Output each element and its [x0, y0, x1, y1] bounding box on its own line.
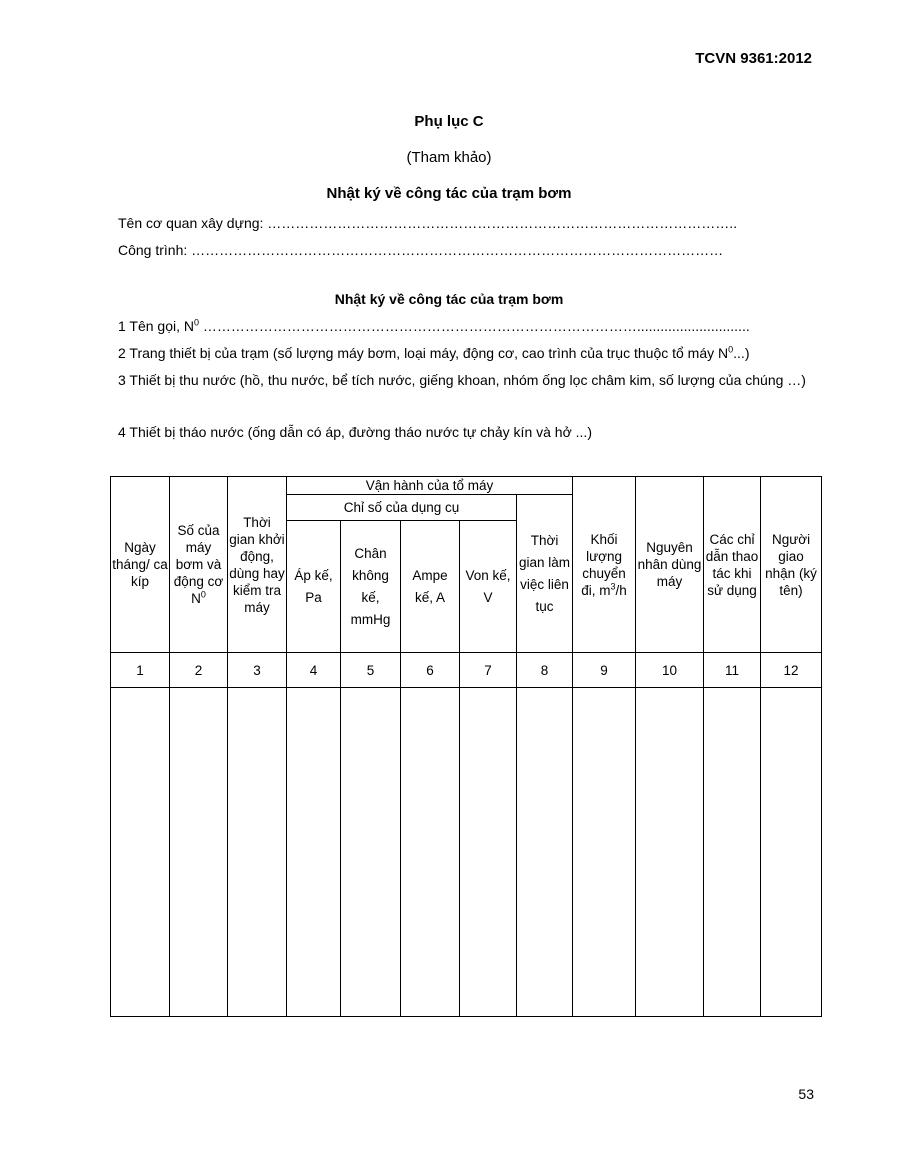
- col-pump-number: Số của máy bơm và động cơ $N^0$: [170, 477, 228, 653]
- empty-cell: [704, 688, 761, 1017]
- empty-cell: [401, 688, 460, 1017]
- col-voltmeter: Von kế, V: [460, 521, 517, 653]
- col-start-time: Thời gian khởi động, dùng hay kiểm tra máy: [228, 477, 287, 653]
- col-continuous-time: Thời gian làm việc liên tục: [517, 495, 573, 653]
- col-date-shift: Ngày tháng/ ca kíp: [111, 477, 170, 653]
- empty-cell: [460, 688, 517, 1017]
- col-number: 12: [761, 653, 822, 688]
- item-4: 4 Thiết bị tháo nước (ống dẫn có áp, đường tháo nước tự chảy kín và hở ...): [118, 424, 592, 440]
- project-line: Công trình: ……………………………………………………………………………………………………: [118, 242, 724, 258]
- item-1: 1 Tên gọi, $N^0$ ………………………………………………………………………………….............................: [118, 317, 750, 334]
- empty-cell: [228, 688, 287, 1017]
- col-volume: Khối lượng chuyển đi, $m^3/h$: [573, 477, 636, 653]
- empty-cell: [636, 688, 704, 1017]
- empty-cell: [111, 688, 170, 1017]
- col-number: 5: [341, 653, 401, 688]
- empty-cell: [517, 688, 573, 1017]
- col-number: 2: [170, 653, 228, 688]
- col-number: 8: [517, 653, 573, 688]
- col-number: 6: [401, 653, 460, 688]
- group-instruments: Chỉ số của dụng cụ: [287, 495, 517, 521]
- col-number: 7: [460, 653, 517, 688]
- col-pressure-gauge: Áp kế, Pa: [287, 521, 341, 653]
- col-instructions: Các chỉ dẫn thao tác khi sử dụng: [704, 477, 761, 653]
- empty-cell: [761, 688, 822, 1017]
- group-operation: Vận hành của tổ máy: [287, 477, 573, 495]
- col-number: 10: [636, 653, 704, 688]
- appendix-heading: Phụ lục C: [414, 113, 484, 130]
- document-title: Nhật ký về công tác của trạm bơm: [326, 185, 572, 202]
- item-3: 3 Thiết bị thu nước (hồ, thu nước, bể tích nước, giếng khoan, nhóm ống lọc châm kim, số lượng của chúng …): [118, 372, 806, 388]
- section-subtitle: Nhật ký về công tác của trạm bơm: [334, 291, 564, 307]
- empty-cell: [341, 688, 401, 1017]
- col-ammeter: Ampe kế, A: [401, 521, 460, 653]
- col-number: 3: [228, 653, 287, 688]
- empty-cell: [573, 688, 636, 1017]
- empty-cell: [170, 688, 228, 1017]
- item-2: 2 Trang thiết bị của trạm (số lượng máy bơm, loại máy, động cơ, cao trình của trục thuộc tổ máy $N^0$...): [118, 344, 750, 361]
- col-number: 4: [287, 653, 341, 688]
- col-number: 1: [111, 653, 170, 688]
- agency-line: Tên cơ quan xây dựng: ………………………………………………………………………………………..: [118, 215, 738, 231]
- col-number: 9: [573, 653, 636, 688]
- col-number: 11: [704, 653, 761, 688]
- page-number: 53: [798, 1086, 814, 1102]
- reference-note: (Tham khảo): [406, 149, 492, 166]
- empty-cell: [287, 688, 341, 1017]
- col-reason: Nguyên nhân dùng máy: [636, 477, 704, 653]
- standard-code: TCVN 9361:2012: [695, 50, 812, 67]
- col-vacuum-gauge: Chân không kế, mmHg: [341, 521, 401, 653]
- col-receiver: Người giao nhận (ký tên): [761, 477, 822, 653]
- pump-log-table: [110, 476, 822, 1017]
